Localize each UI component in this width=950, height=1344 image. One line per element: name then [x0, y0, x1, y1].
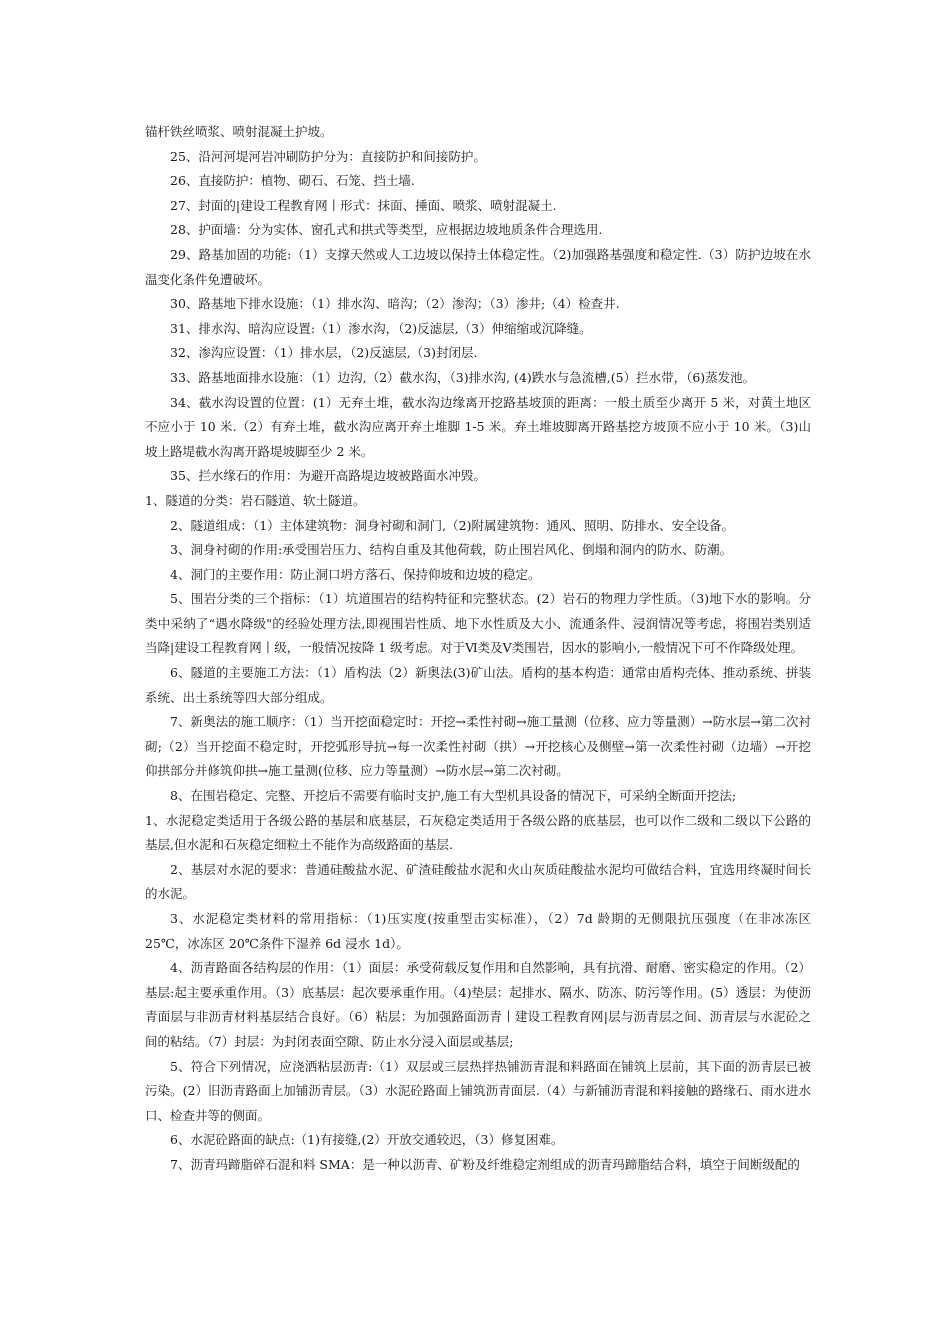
- paragraph: 28、护面墙：分为实体、窗孔式和拱式等类型，应根据边坡地质条件合理选用.: [170, 222, 603, 238]
- paragraph: 5、符合下列情况，应浇洒粘层沥青:（1）双层或三层热拌热铺沥青混和料路面在铺筑上层前，其下面的沥青层已被污染。(2）旧沥青路面上加铺沥青层。（3）水泥砼路面上铺筑沥青面层.（4）与新铺沥青混和料接触的路缘石、雨水进水口、检查井等的侧面。: [145, 1058, 811, 1123]
- paragraph: 34、截水沟设置的位置：(1）无弃土堆，截水沟边缘离开挖路基坡顶的距离：一般土质至少离开 5 米，对黄土地区不应小于 10 米.（2）有弃土堆，截水沟应离开弃土堆脚 1-5 米。弃土堆坡脚离开路基挖方坡顶不应小于 10 米。（3)山坡上路堤截水沟离开路堤坡脚至少 2 米。: [145, 394, 811, 459]
- paragraph: 8、在围岩稳定、完整、开挖后不需要有临时支护,施工有大型机具设备的情况下，可采纳全断面开挖法;: [170, 788, 737, 804]
- paragraph: 4、洞门的主要作用：防止洞口坍方落石、保持仰坡和边坡的稳定。: [170, 566, 541, 582]
- paragraph: 27、封面的|建设工程教育网丨形式：抹面、捶面、喷浆、喷射混凝土.: [170, 197, 557, 213]
- document-body: [145, 120, 811, 1178]
- paragraph: 31、排水沟、暗沟应设置:（1）渗水沟，（2)反滤层,（3）伸缩缩或沉降缝。: [170, 320, 592, 336]
- paragraph: 3、水泥稳定类材料的常用指标：（1)压实度(按重型击实标准），（2）7d 龄期的无侧限抗压强度（在非冰冻区 25℃，冰冻区 20℃条件下湿养 6d 浸水 1d）。: [145, 911, 811, 951]
- paragraph: 7、沥青玛蹄脂碎石混和料 SMA：是一种以沥青、矿粉及纤维稳定剂组成的沥青玛蹄脂结合料，填空于间断级配的: [170, 1156, 800, 1172]
- paragraph: 3、洞身衬砌的作用:承受围岩压力、结构自重及其他荷载，防止围岩风化、倒塌和洞内的防水、防潮。: [170, 542, 733, 558]
- paragraph: 1、隧道的分类：岩石隧道、软土隧道。: [145, 492, 366, 508]
- paragraph: 5、围岩分类的三个指标：（1）坑道围岩的结构特征和完整状态。(2）岩石的物理力学性质。（3)地下水的影响。分类中采纳了“遇水降级"的经验处理方法,即视围岩性质、地下水性质及大小、流通条件、浸润情况等考虑，将围岩类别适当降|建设工程教育网丨级，一般情况按降 1 级考虑。对于Ⅵ类及Ⅴ类围岩，因水的影响小,一般情况下可不作降级处理。: [145, 591, 811, 656]
- paragraph: 30、路基地下排水设施：（1）排水沟、暗沟；（2）渗沟；（3）渗井;（4）检查井.: [170, 296, 620, 312]
- paragraph: 锚杆铁丝喷浆、喷射混凝土护坡。: [145, 124, 333, 139]
- paragraph: 26、直接防护：植物、砌石、石笼、挡土墙.: [170, 173, 415, 189]
- paragraph: 32、渗沟应设置：（1）排水层，（2)反滤层,（3)封闭层.: [170, 345, 478, 361]
- paragraph: 29、路基加固的功能:（1）支撑天然或人工边坡以保持土体稳定性。（2)加强路基强度和稳定性.（3）防护边坡在水温变化条件免遭破坏。: [145, 246, 811, 287]
- paragraph: 4、沥青路面各结构层的作用：（1）面层：承受荷载反复作用和自然影响，具有抗滑、耐磨、密实稳定的作用。（2）基层:起主要承重作用。（3）底基层：起次要承重作用。（4)垫层：起排水、隔水、防冻、防污等作用。(5）透层：为使沥青面层与非沥青材料基层结合良好。（6）粘层：为加强路面沥青丨建设工程教育网|层与沥青层之间、沥青层与水泥砼之间的粘结。（7）封层：为封闭表面空隙、防止水分浸入面层或基层;: [145, 960, 811, 1049]
- paragraph: 35、拦水缘石的作用：为避开高路堤边坡被路面水冲毁。: [170, 468, 486, 484]
- paragraph: 6、隧道的主要施工方法：（1）盾构法（2）新奥法(3)矿山法。盾构的基本构造：通常由盾构壳体、推动系统、拼装系统、出土系统等四大部分组成。: [145, 665, 811, 705]
- paragraph: 2、基层对水泥的要求：普通硅酸盐水泥、矿渣硅酸盐水泥和火山灰质硅酸盐水泥均可做结合料，宜选用终凝时间长的水泥。: [145, 861, 811, 902]
- paragraph: 25、沿河河堤河岩冲刷防护分为：直接防护和间接防护。: [170, 148, 486, 164]
- paragraph: 2、隧道组成：（1）主体建筑物：洞身衬砌和洞门,（2)附属建筑物：通风、照明、防排水、安全设备。: [170, 517, 734, 533]
- paragraph: 6、水泥砼路面的缺点:（1)有接缝,(2）开放交通较迟，（3）修复困难。: [170, 1132, 564, 1148]
- paragraph: 7、新奥法的施工顺序：（1）当开挖面稳定时：开挖→柔性衬砌→施工量测（位移、应力等量测）→防水层→第二次衬砌;（2）当开挖面不稳定时，开挖弧形导抗→每一次柔性衬砌（拱）→开挖核心及侧壁→第一次柔性衬砌（边墙）→开挖仰拱部分并修筑仰拱→施工量测(位移、应力等量测）→防水层→第二次衬砌。: [145, 714, 811, 779]
- paragraph: 33、路基地面排水设施：（1）边沟,（2）截水沟，（3)排水沟, (4)跌水与急流槽,(5）拦水带，（6)蒸发池。: [170, 369, 756, 385]
- paragraph: 1、水泥稳定类适用于各级公路的基层和底基层，石灰稳定类适用于各级公路的底基层，也可以作二级和二级以下公路的基层,但水泥和石灰稳定细粒土不能作为高级路面的基层.: [145, 812, 811, 853]
